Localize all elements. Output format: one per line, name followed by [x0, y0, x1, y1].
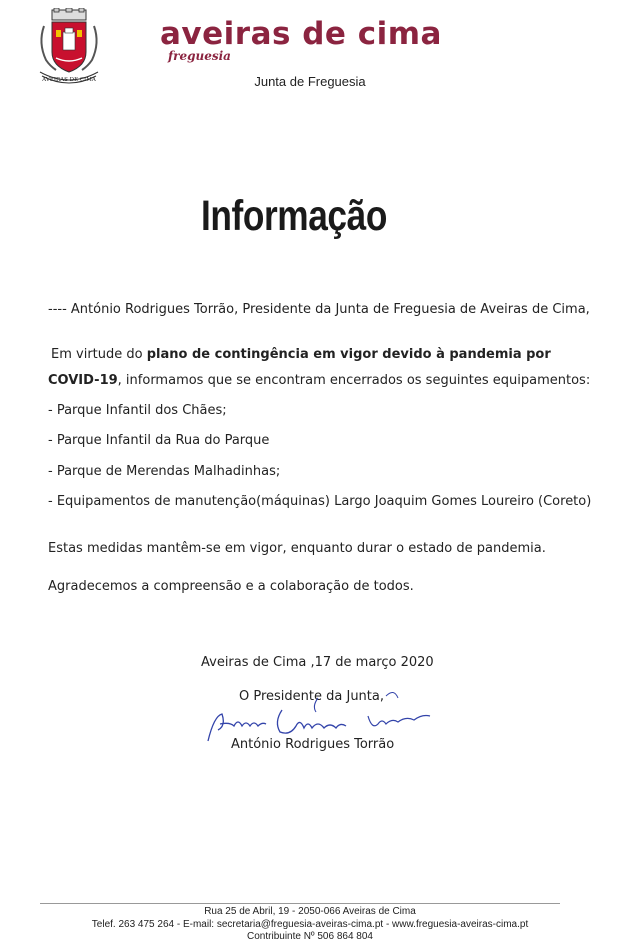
list-item: - Parque de Merendas Malhadinhas; — [48, 464, 281, 479]
crest-ribbon-text: AVEIRAS DE CIMA — [42, 77, 96, 83]
footer-contacts: Telef. 263 475 264 - E-mail: secretaria@freguesia-aveiras-cima.pt - www.freguesia-aveiras-cima.pt — [91, 919, 529, 930]
list-item: - Parque Infantil da Rua do Parque — [48, 433, 270, 448]
intro-line: ---- António Rodrigues Torrão, Presidente da Junta de Freguesia de Aveiras de Cima, — [48, 302, 590, 317]
signer-name: António Rodrigues Torrão — [231, 737, 395, 752]
thanks-line: Agradecemos a compreensão e a colaboração de todos. — [48, 579, 414, 594]
list-item: - Parque Infantil dos Chães; — [48, 403, 227, 418]
paragraph-text: , informamos que se encontram encerrados os seguintes equipamentos: — [117, 373, 591, 388]
paragraph-line-2 — [48, 373, 590, 388]
organization-name — [0, 74, 620, 89]
footer-tax-id: Contribuinte Nº 506 864 804 — [247, 931, 373, 942]
parish-logo-subtitle: freguesia — [168, 49, 231, 63]
paragraph-bold-text: plano de contingência em vigor devido à pandemia por — [146, 347, 551, 362]
covid-bold-text: COVID-19 — [48, 373, 118, 388]
footer-address: Rua 25 de Abril, 19 - 2050-066 Aveiras de Cima — [204, 906, 416, 917]
paragraph-line-1 — [51, 347, 551, 362]
footer-divider — [40, 903, 560, 904]
signer-role: O Presidente da Junta, — [239, 689, 384, 704]
organization-name-text: Junta de Freguesia — [254, 74, 366, 89]
parish-logo-wordmark: aveiras de cima — [160, 16, 442, 52]
paragraph-text: Em virtude do — [51, 347, 147, 362]
measures-line: Estas medidas mantêm-se em vigor, enquanto durar o estado de pandemia. — [48, 541, 546, 556]
parish-crest-icon — [36, 8, 102, 84]
place-date: Aveiras de Cima ,17 de março 2020 — [201, 655, 434, 670]
document-title: Informação — [201, 192, 387, 240]
list-item: - Equipamentos de manutenção(máquinas) Largo Joaquim Gomes Loureiro (Coreto) — [48, 494, 592, 509]
